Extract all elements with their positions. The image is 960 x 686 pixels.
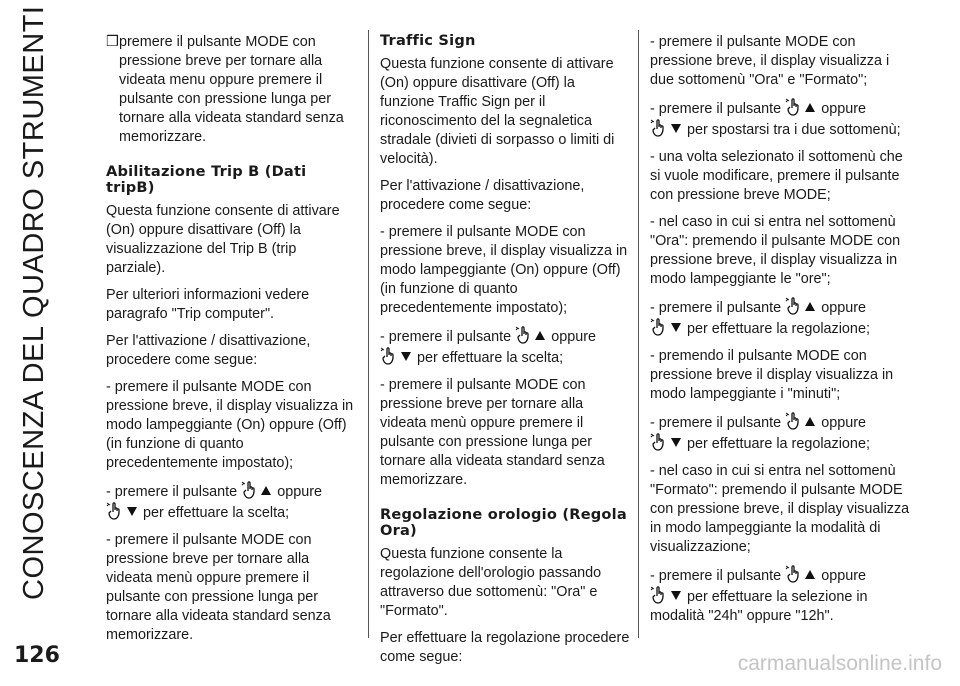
hand-press-button-down-icon bbox=[650, 433, 670, 451]
triangle-down-icon bbox=[401, 352, 411, 361]
column-divider bbox=[638, 30, 639, 638]
hand-press-button-up-icon bbox=[241, 481, 261, 499]
column-2 bbox=[380, 33, 632, 675]
triangle-down-icon bbox=[671, 323, 681, 332]
paragraph: - premere il pulsante MODE con pressione breve, il display visualizza in modo lampeggiante (On) oppure (Off) (in funzione di quanto precedentemente impostato); bbox=[106, 379, 354, 471]
triangle-down-icon bbox=[127, 507, 137, 516]
paragraph: - nel caso in cui si entra nel sottomenù "Formato": premendo il pulsante MODE con pressione breve, il display visualizza in modo lampeggiante la modalità di visualizzazione; bbox=[650, 463, 910, 555]
paragraph: Per l'attivazione / disattivazione, procedere come segue: bbox=[380, 178, 585, 213]
hand-press-button-down-icon bbox=[106, 502, 126, 520]
watermark: carmanualsonline.info bbox=[737, 652, 942, 675]
triangle-up-icon bbox=[805, 417, 815, 426]
bullet-mark: ❒ bbox=[106, 34, 119, 50]
section-heading-trip-b: Abilitazione Trip B (Dati tripB) bbox=[106, 163, 307, 196]
paragraph: - premere il pulsante MODE con pressione breve per tornare alla videata menù oppure premere il pulsante con pressione lunga per tornare alla videata standard senza memorizzare. bbox=[106, 532, 331, 643]
paragraph: Per l'attivazione / disattivazione, procedere come segue: bbox=[106, 333, 311, 368]
section-heading-clock: Regolazione orologio (Regola Ora) bbox=[380, 506, 627, 539]
section-heading-traffic-sign: Traffic Sign bbox=[380, 32, 476, 49]
page-number: 126 bbox=[14, 643, 60, 668]
triangle-down-icon bbox=[671, 438, 681, 447]
paragraph: - premere il pulsante MODE con pressione breve, il display visualizza in modo lampeggiante (On) oppure (Off) (in funzione di quanto precedentemente impostato); bbox=[380, 224, 628, 316]
button-instruction: - premere il pulsante oppure per effettuare la scelta; bbox=[106, 481, 358, 523]
hand-press-button-up-icon bbox=[515, 326, 535, 344]
bullet-item bbox=[106, 33, 358, 147]
column-divider bbox=[368, 30, 369, 638]
paragraph: - premere il pulsante MODE con pressione breve, il display visualizza i due sottomenù "Ora" e "Formato"; bbox=[650, 34, 890, 88]
triangle-down-icon bbox=[671, 591, 681, 600]
triangle-up-icon bbox=[805, 103, 815, 112]
triangle-up-icon bbox=[805, 302, 815, 311]
triangle-up-icon bbox=[535, 331, 545, 340]
hand-press-button-down-icon bbox=[650, 586, 670, 604]
paragraph: Per effettuare la regolazione procedere come segue: bbox=[380, 630, 630, 665]
triangle-up-icon bbox=[261, 486, 271, 495]
hand-press-button-down-icon bbox=[650, 119, 670, 137]
button-instruction: - premere il pulsante oppure per effettuare la scelta; bbox=[380, 326, 632, 368]
button-instruction: - premere il pulsante oppure per effettuare la regolazione; bbox=[650, 297, 912, 339]
bullet-text: premere il pulsante MODE con pressione breve per tornare alla videata menu oppure premere il pulsante con pressione lunga per tornare alla videata standard senza memorizzare. bbox=[119, 34, 344, 145]
hand-press-button-up-icon bbox=[785, 565, 805, 583]
paragraph: Questa funzione consente la regolazione dell'orologio passando attraverso due sottomenù: "Ora" e "Formato". bbox=[380, 546, 602, 619]
column-3 bbox=[650, 33, 912, 634]
hand-press-button-down-icon bbox=[380, 347, 400, 365]
triangle-down-icon bbox=[671, 124, 681, 133]
paragraph: Per ulteriori informazioni vedere paragrafo "Trip computer". bbox=[106, 287, 310, 322]
hand-press-button-down-icon bbox=[650, 318, 670, 336]
column-1 bbox=[106, 33, 358, 653]
button-instruction: - premere il pulsante oppure per effettuare la regolazione; bbox=[650, 412, 912, 454]
button-instruction: - premere il pulsante oppure per spostarsi tra i due sottomenù; bbox=[650, 98, 912, 140]
chapter-title: CONOSCENZA DEL QUADRO STRUMENTI bbox=[18, 5, 50, 600]
paragraph: - nel caso in cui si entra nel sottomenù "Ora": premendo il pulsante MODE con pressione breve, il display visualizza in modo lampeggiante le "ore"; bbox=[650, 214, 901, 287]
paragraph: - premere il pulsante MODE con pressione breve per tornare alla videata menù oppure premere il pulsante con pressione lunga per tornare alla videata standard senza memorizzare. bbox=[380, 377, 605, 488]
hand-press-button-up-icon bbox=[785, 297, 805, 315]
paragraph: Questa funzione consente di attivare (On) oppure disattivare (Off) la visualizzazione del Trip B (trip parziale). bbox=[106, 203, 340, 276]
hand-press-button-up-icon bbox=[785, 98, 805, 116]
paragraph: - premendo il pulsante MODE con pressione breve il display visualizza in modo lampeggiante i "minuti"; bbox=[650, 348, 894, 402]
paragraph: Questa funzione consente di attivare (On) oppure disattivare (Off) la funzione Traffic Sign per il riconoscimento del la segnaletica stradale (divieti di sorpasso o limiti di velocità). bbox=[380, 56, 615, 167]
button-instruction: - premere il pulsante oppure per effettuare la selezione in modalità "24h" oppure "12h". bbox=[650, 565, 912, 626]
paragraph: - una volta selezionato il sottomenù che si vuole modificare, premere il pulsante con pressione breve MODE; bbox=[650, 149, 903, 203]
triangle-up-icon bbox=[805, 570, 815, 579]
hand-press-button-up-icon bbox=[785, 412, 805, 430]
